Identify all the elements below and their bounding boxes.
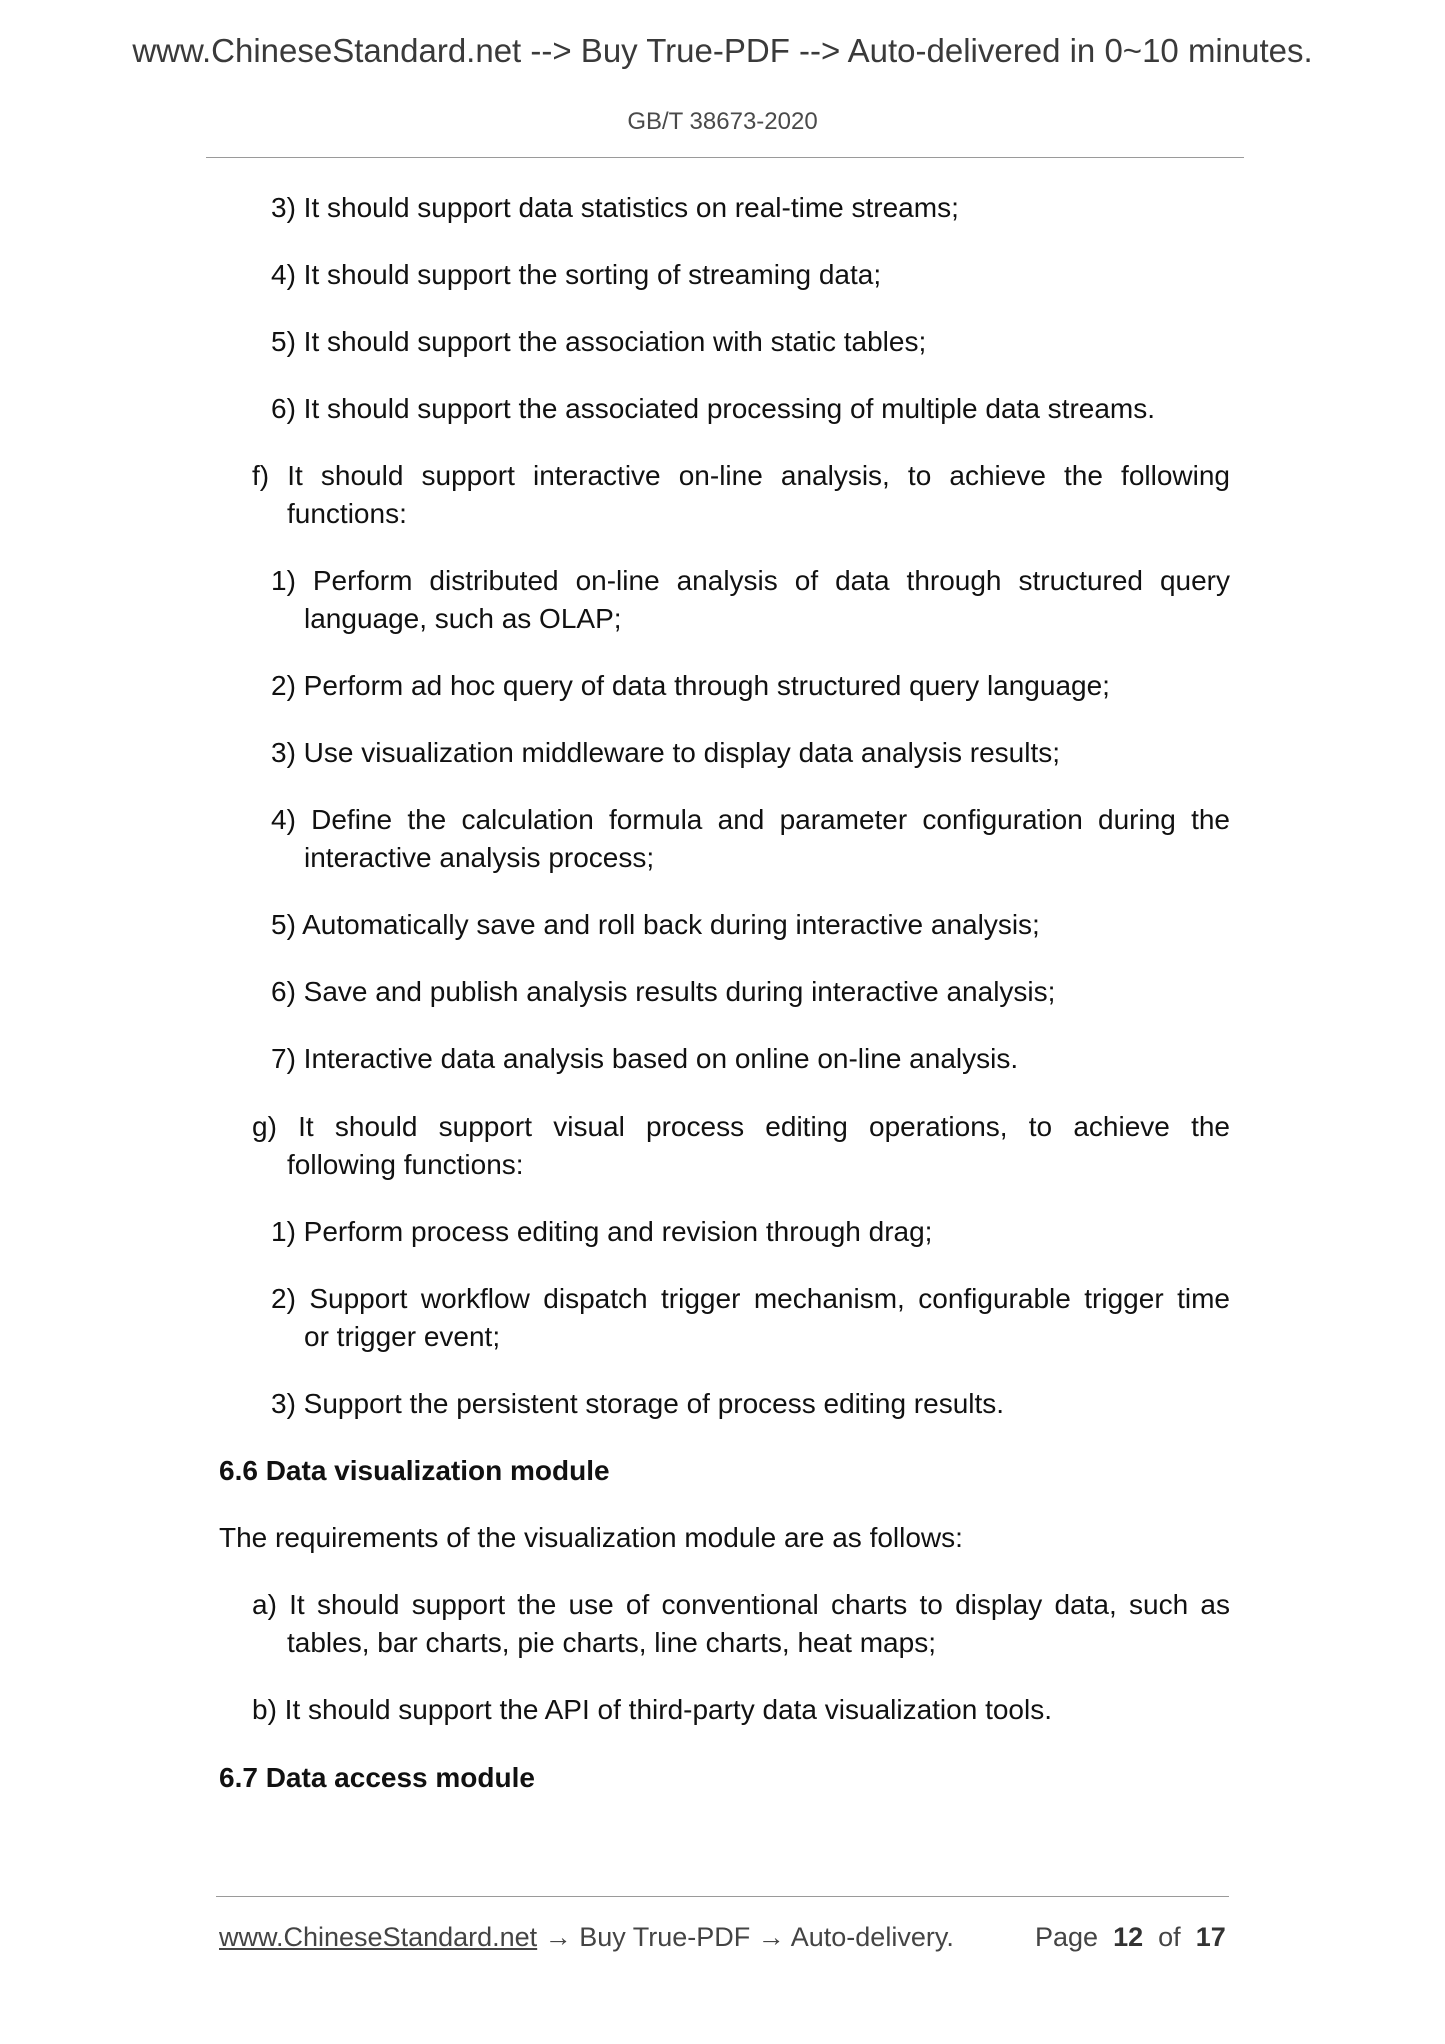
site-banner: www.ChineseStandard.net --> Buy True-PDF --> Auto-delivered in 0~10 minutes. — [132, 32, 1313, 69]
section-heading: 6.7 Data access module — [219, 1762, 535, 1793]
footer-divider — [216, 1896, 1229, 1897]
list-item: 5) It should support the association with static tables; — [271, 326, 927, 357]
list-item: 3) Support the persistent storage of process editing results. — [271, 1388, 1005, 1419]
list-item-continuation: or trigger event; — [304, 1321, 501, 1352]
list-item-continuation: interactive analysis process; — [304, 842, 655, 873]
list-item: 5) Automatically save and roll back during interactive analysis; — [271, 909, 1040, 940]
list-item: 6) Save and publish analysis results during interactive analysis; — [271, 976, 1056, 1007]
list-item: 2) Support workflow dispatch trigger mechanism, configurable trigger time — [271, 1283, 1230, 1314]
page-of-label: of — [1158, 1922, 1181, 1952]
list-item: 7) Interactive data analysis based on online on-line analysis. — [271, 1043, 1019, 1074]
page-total: 17 — [1195, 1922, 1226, 1952]
list-item: 2) Perform ad hoc query of data through structured query language; — [271, 670, 1110, 701]
list-item: 4) It should support the sorting of streaming data; — [271, 259, 882, 290]
list-item-a-continuation: tables, bar charts, pie charts, line charts, heat maps; — [287, 1627, 936, 1658]
list-item-b: b) It should support the API of third-party data visualization tools. — [252, 1694, 1052, 1725]
list-item-continuation: language, such as OLAP; — [304, 603, 622, 634]
list-item: 4) Define the calculation formula and parameter configuration during the — [271, 804, 1230, 835]
list-item-g-continuation: following functions: — [287, 1149, 524, 1180]
delivery-text: → Buy True-PDF → Auto-delivery. — [544, 1922, 954, 1952]
list-item: 1) Perform distributed on-line analysis of data through structured query — [271, 565, 1230, 596]
site-link[interactable]: www.ChineseStandard.net — [219, 1922, 538, 1952]
footer-links — [219, 1920, 954, 1954]
paragraph: The requirements of the visualization module are as follows: — [219, 1522, 963, 1553]
page-current: 12 — [1113, 1922, 1144, 1952]
section-heading: 6.6 Data visualization module — [219, 1455, 610, 1486]
list-item: 3) Use visualization middleware to display data analysis results; — [271, 737, 1061, 768]
header-divider — [206, 157, 1244, 158]
list-item-a: a) It should support the use of conventional charts to display data, such as — [252, 1589, 1230, 1620]
list-item-g: g) It should support visual process editing operations, to achieve the — [252, 1111, 1230, 1142]
list-item: 6) It should support the associated processing of multiple data streams. — [271, 393, 1156, 424]
list-item-f: f) It should support interactive on-line analysis, to achieve the following — [252, 460, 1230, 491]
list-item-f-continuation: functions: — [287, 498, 407, 529]
list-item: 3) It should support data statistics on real-time streams; — [271, 192, 959, 223]
page-label: Page — [1035, 1922, 1099, 1952]
list-item: 1) Perform process editing and revision through drag; — [271, 1216, 933, 1247]
page-indicator — [1035, 1920, 1226, 1954]
standard-code: GB/T 38673-2020 — [627, 108, 818, 135]
